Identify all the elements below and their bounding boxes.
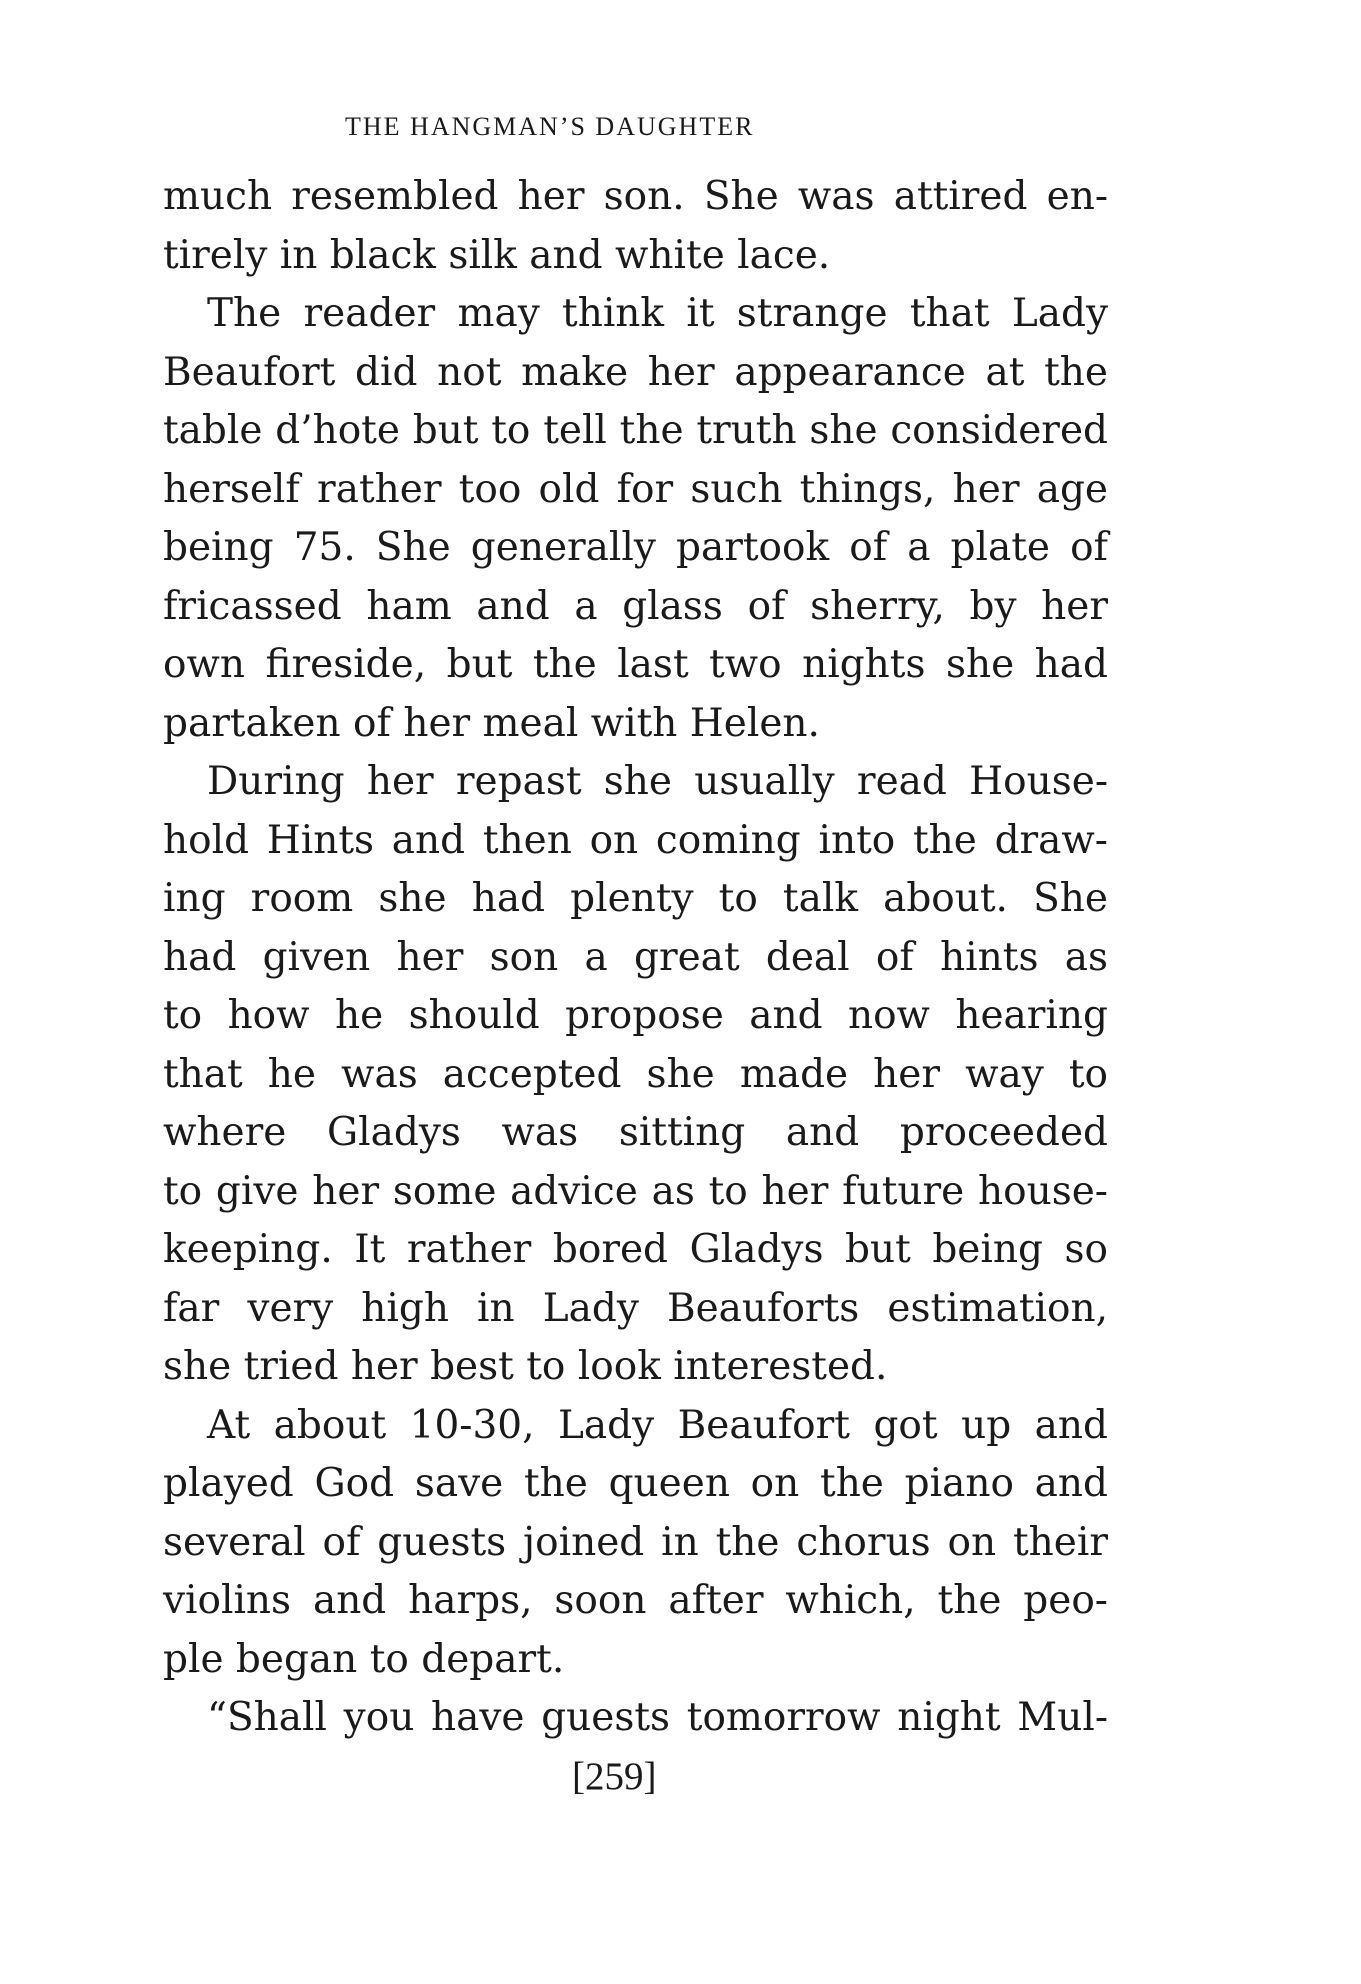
text-line: The reader may think it strange that Lady bbox=[207, 291, 1108, 336]
text-line: own fireside, but the last two nights she had bbox=[163, 642, 1108, 687]
text-line: table d’hote but to tell the truth she considered bbox=[163, 408, 1108, 453]
page-number: [259] bbox=[572, 1755, 657, 1798]
running-head: THE HANGMAN’S DAUGHTER bbox=[345, 112, 755, 141]
text-line: several of guests joined in the chorus on their bbox=[163, 1519, 1108, 1565]
body-text bbox=[163, 168, 1108, 1748]
text-line: During her repast she usually read House- bbox=[207, 759, 1108, 804]
text-line: to how he should propose and now hearing bbox=[163, 993, 1108, 1038]
text-line: ing room she had plenty to talk about. She bbox=[163, 876, 1108, 921]
text-line: Beaufort did not make her appearance at the bbox=[163, 349, 1108, 395]
text-line: far very high in Lady Beauforts estimation, bbox=[163, 1285, 1108, 1331]
text-line: had given her son a great deal of hints as bbox=[163, 934, 1108, 980]
text-line: hold Hints and then on coming into the draw- bbox=[163, 817, 1108, 863]
text-line: she tried her best to look interested. bbox=[163, 1344, 888, 1389]
text-line: violins and harps, soon after which, the peo- bbox=[163, 1578, 1108, 1623]
text-line: At about 10-30, Lady Beaufort got up and bbox=[207, 1402, 1108, 1448]
text-line: much resembled her son. She was attired en- bbox=[163, 174, 1108, 219]
text-line: where Gladys was sitting and proceeded bbox=[163, 1110, 1108, 1155]
text-line: tirely in black silk and white lace. bbox=[163, 232, 831, 278]
text-line: keeping. It rather bored Gladys but being so bbox=[163, 1227, 1108, 1272]
text-line: played God save the queen on the piano and bbox=[163, 1461, 1108, 1506]
text-line: ple began to depart. bbox=[163, 1636, 565, 1682]
text-line: “Shall you have guests tomorrow night Mul- bbox=[207, 1695, 1108, 1740]
text-line: to give her some advice as to her future house- bbox=[163, 1168, 1108, 1214]
text-line: fricassed ham and a glass of sherry, by her bbox=[163, 583, 1108, 629]
text-line: that he was accepted she made her way to bbox=[163, 1051, 1108, 1097]
text-line: herself rather too old for such things, her age bbox=[163, 466, 1108, 512]
text-line: partaken of her meal with Helen. bbox=[163, 700, 820, 746]
text-line: being 75. She generally partook of a plate of bbox=[163, 525, 1108, 570]
